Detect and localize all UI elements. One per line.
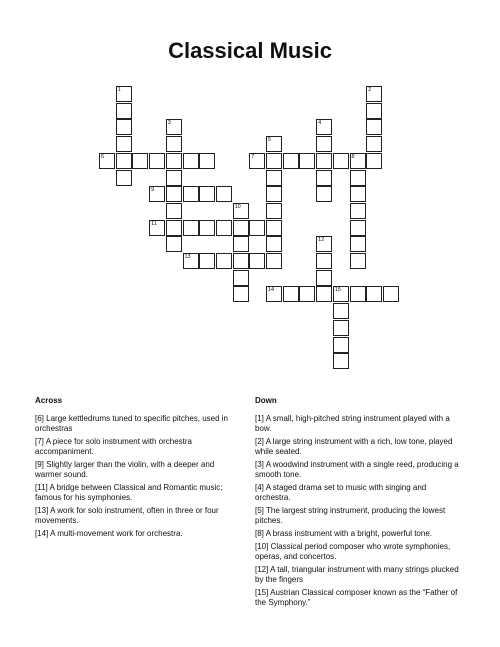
- clue-number: 6: [101, 153, 105, 160]
- clue-number: 13: [184, 254, 191, 260]
- grid-cell[interactable]: [199, 220, 215, 236]
- grid-cell[interactable]: [266, 236, 282, 252]
- grid-cell[interactable]: [266, 186, 282, 202]
- clue-num: [3]: [255, 460, 264, 469]
- clue-number: 10: [234, 203, 241, 210]
- grid-cell[interactable]: [183, 253, 199, 269]
- clue-num: [10]: [255, 542, 269, 551]
- clue-number: 12: [318, 237, 325, 244]
- grid-cell[interactable]: [350, 170, 366, 186]
- grid-cell[interactable]: [316, 119, 332, 135]
- clue-number: 14: [268, 287, 275, 294]
- grid-cell[interactable]: [333, 153, 349, 169]
- clue-num: [12]: [255, 565, 269, 574]
- across-clue-list: [35, 414, 240, 542]
- clue-item: [255, 529, 460, 539]
- grid-cell[interactable]: [166, 136, 182, 152]
- grid-cell[interactable]: [316, 253, 332, 269]
- across-heading: Across: [35, 396, 63, 405]
- grid-cell[interactable]: [283, 153, 299, 169]
- grid-cell[interactable]: [266, 220, 282, 236]
- grid-cell[interactable]: [366, 103, 382, 119]
- clue-item: [35, 529, 240, 539]
- grid-cell[interactable]: [233, 203, 249, 219]
- clue-item: [35, 437, 240, 457]
- grid-cell[interactable]: [166, 153, 182, 169]
- grid-cell[interactable]: [350, 253, 366, 269]
- clue-text: Austrian Classical composer known as the “Father of the Symphony.”: [255, 588, 458, 607]
- grid-cell[interactable]: [149, 220, 165, 236]
- down-heading: Down: [255, 396, 277, 405]
- clue-text: A brass instrument with a bright, powerful tone.: [263, 529, 432, 538]
- clue-num: [7]: [35, 437, 44, 446]
- grid-cell[interactable]: [266, 203, 282, 219]
- clue-number: 5: [268, 137, 272, 144]
- grid-cell[interactable]: [350, 220, 366, 236]
- clue-text: A large string instrument with a rich, low tone, played while seated.: [255, 437, 453, 456]
- grid-cell[interactable]: [350, 286, 366, 302]
- grid-cell[interactable]: [299, 153, 315, 169]
- clue-num: [2]: [255, 437, 264, 446]
- grid-cell[interactable]: [166, 119, 182, 135]
- grid-cell[interactable]: [216, 220, 232, 236]
- grid-cell[interactable]: [116, 119, 132, 135]
- clue-num: [1]: [255, 414, 264, 423]
- grid-cell[interactable]: [166, 186, 182, 202]
- clue-number: 4: [318, 120, 322, 127]
- grid-cell[interactable]: [116, 170, 132, 186]
- grid-cell[interactable]: [266, 253, 282, 269]
- grid-cell[interactable]: [366, 119, 382, 135]
- clue-num: [9]: [35, 460, 44, 469]
- clue-number: 11: [151, 220, 157, 227]
- clue-item: [35, 460, 240, 480]
- grid-cell[interactable]: [366, 153, 382, 169]
- clue-item: [255, 460, 460, 480]
- clue-text: The largest string instrument, producing the lowest pitches.: [255, 506, 446, 525]
- clue-text: A piece for solo instrument with orchestra accompaniment.: [35, 437, 192, 456]
- grid-cell[interactable]: [316, 170, 332, 186]
- grid-cell[interactable]: [116, 136, 132, 152]
- grid-cell[interactable]: [283, 286, 299, 302]
- clue-text: A woodwind instrument with a single reed, producing a smooth tone.: [255, 460, 459, 479]
- clue-num: [14]: [35, 529, 49, 538]
- clue-text: Classical period composer who wrote symphonies, operas, and concertos.: [255, 542, 451, 561]
- grid-cell[interactable]: [350, 203, 366, 219]
- grid-cell[interactable]: [249, 253, 265, 269]
- grid-cell[interactable]: [233, 236, 249, 252]
- grid-cell[interactable]: [350, 186, 366, 202]
- clue-item: [255, 437, 460, 457]
- grid-cell[interactable]: [166, 203, 182, 219]
- grid-cell[interactable]: [166, 170, 182, 186]
- grid-cell[interactable]: [116, 153, 132, 169]
- grid-cell[interactable]: [316, 236, 332, 252]
- grid-cell[interactable]: [366, 86, 382, 102]
- grid-cell[interactable]: [116, 86, 132, 102]
- grid-cell[interactable]: [132, 153, 148, 169]
- clue-number: 2: [368, 87, 372, 93]
- clue-number: 3: [167, 120, 171, 127]
- grid-cell[interactable]: [350, 153, 366, 169]
- clue-num: [13]: [35, 506, 49, 515]
- clue-text: A staged drama set to music with singing and orchestra.: [255, 483, 427, 502]
- clue-number: 15: [334, 287, 341, 294]
- grid-cell[interactable]: [316, 153, 332, 169]
- grid-cell[interactable]: [316, 136, 332, 152]
- clue-number: 7: [251, 153, 255, 160]
- clue-text: A work for solo instrument, often in three or four movements.: [35, 506, 219, 525]
- clue-item: [255, 565, 460, 585]
- grid-cell[interactable]: [333, 337, 349, 353]
- grid-cell[interactable]: [266, 170, 282, 186]
- clue-text: A tall, triangular instrument with many strings plucked by the fingers: [255, 565, 459, 584]
- clue-item: [255, 483, 460, 503]
- grid-cell[interactable]: [183, 153, 199, 169]
- clue-text: Slightly larger than the violin, with a deeper and warmer sound.: [35, 460, 215, 479]
- down-clue-list: [255, 414, 460, 611]
- grid-cell[interactable]: [233, 286, 249, 302]
- clue-item: [255, 542, 460, 562]
- clue-item: [35, 506, 240, 526]
- puzzle-title: Classical Music: [168, 38, 332, 63]
- grid-cell[interactable]: [216, 186, 232, 202]
- grid-cell[interactable]: [233, 253, 249, 269]
- grid-cell[interactable]: [249, 153, 265, 169]
- grid-cell[interactable]: [166, 236, 182, 252]
- clue-num: [8]: [255, 529, 264, 538]
- grid-cell[interactable]: [299, 286, 315, 302]
- clue-num: [15]: [255, 588, 269, 597]
- grid-cell[interactable]: [366, 286, 382, 302]
- grid-cell[interactable]: [266, 136, 282, 152]
- grid-cell[interactable]: [316, 286, 332, 302]
- grid-cell[interactable]: [233, 270, 249, 286]
- grid-cell[interactable]: [99, 153, 115, 169]
- grid-cell[interactable]: [166, 220, 182, 236]
- clue-text: Large kettledrums tuned to specific pitches, used in orchestras: [35, 414, 229, 433]
- grid-cell[interactable]: [350, 236, 366, 252]
- grid-cell[interactable]: [216, 253, 232, 269]
- grid-cell[interactable]: [183, 186, 199, 202]
- grid-cell[interactable]: [199, 186, 215, 202]
- clue-item: [35, 483, 240, 503]
- clue-number: 9: [151, 187, 155, 194]
- clue-number: 8: [351, 153, 355, 160]
- clue-item: [255, 506, 460, 526]
- clue-text: A multi-movement work for orchestra.: [48, 529, 183, 538]
- grid-cell[interactable]: [116, 103, 132, 119]
- clue-text: A bridge between Classical and Romantic music; famous for his symphonies.: [35, 483, 223, 502]
- grid-cell[interactable]: [266, 153, 282, 169]
- clue-num: [6]: [35, 414, 44, 423]
- grid-cell[interactable]: [266, 286, 282, 302]
- grid-cell[interactable]: [333, 303, 349, 319]
- grid-cell[interactable]: [249, 220, 265, 236]
- grid-cell[interactable]: [383, 286, 399, 302]
- grid-cell[interactable]: [149, 186, 165, 202]
- grid-cell[interactable]: [333, 286, 349, 302]
- grid-cell[interactable]: [316, 270, 332, 286]
- clue-number: 1: [117, 87, 121, 93]
- clue-item: [255, 414, 460, 434]
- grid-cell[interactable]: [233, 220, 249, 236]
- clue-item: [255, 588, 460, 608]
- grid-cell[interactable]: [199, 153, 215, 169]
- grid-cell[interactable]: [333, 320, 349, 336]
- clue-item: [35, 414, 240, 434]
- clue-num: [4]: [255, 483, 264, 492]
- grid-cell[interactable]: [316, 186, 332, 202]
- clue-text: A small, high-pitched string instrument played with a bow.: [255, 414, 450, 433]
- grid-cell[interactable]: [183, 220, 199, 236]
- grid-cell[interactable]: [199, 253, 215, 269]
- grid-cell[interactable]: [333, 353, 349, 369]
- grid-cell[interactable]: [149, 153, 165, 169]
- grid-cell[interactable]: [366, 136, 382, 152]
- clue-num: [5]: [255, 506, 264, 515]
- clue-num: [11]: [35, 483, 48, 492]
